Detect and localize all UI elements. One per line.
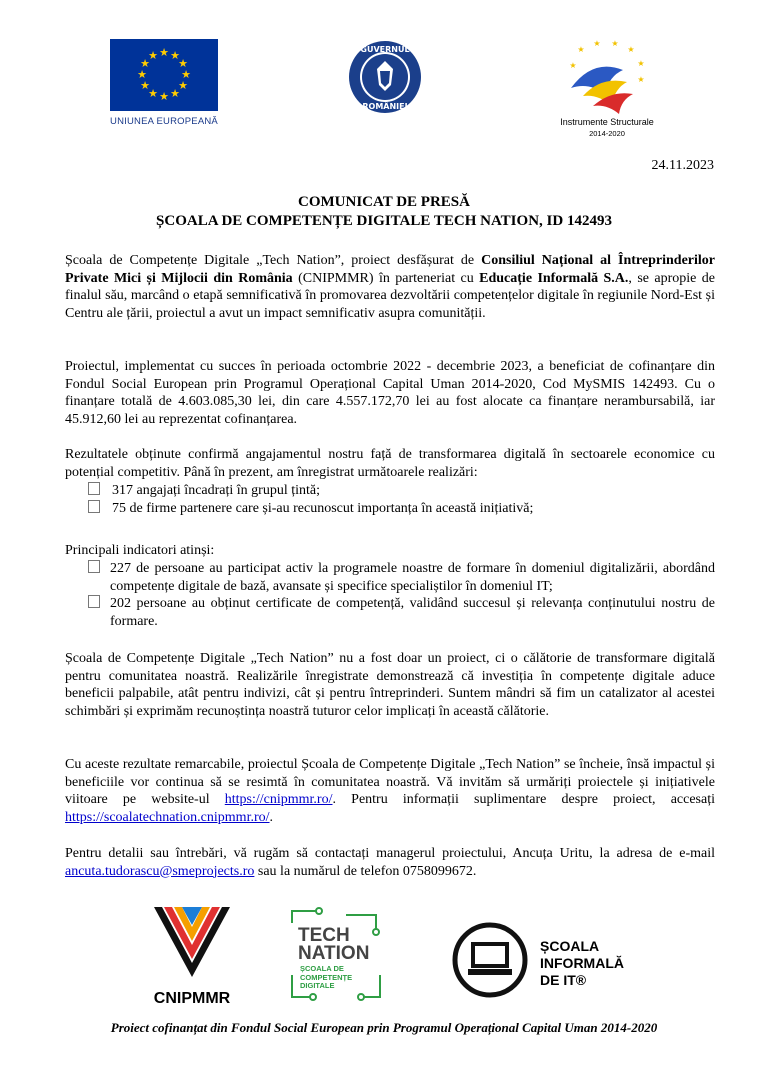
svg-text:★: ★ — [170, 87, 180, 100]
scoala-it-label — [540, 938, 624, 989]
government-seal-logo — [347, 39, 423, 115]
tech-nation-logo — [286, 905, 386, 1005]
structural-logo-line2: 2014-2020 — [589, 129, 625, 138]
eu-stars-icon — [110, 39, 218, 111]
svg-text:★: ★ — [627, 45, 635, 54]
intro-partner-name: Educație Informală S.A. — [479, 270, 629, 286]
list-item — [88, 482, 320, 500]
tech-nation-sub-3: DIGITALE — [300, 981, 335, 990]
contact-text-2: sau la numărul de telefon 0758099672. — [254, 863, 477, 879]
contact-paragraph — [65, 845, 715, 880]
indicator-item-2: 202 persoane au obținut certificate de competență, validând succesul și relevanța conținutului nostru de formare. — [110, 596, 715, 629]
contact-email-link[interactable]: ancuta.tudorascu@smeprojects.ro — [65, 863, 255, 879]
result-item-1: 317 angajați încadrați în grupul țintă; — [112, 483, 320, 498]
svg-text:★: ★ — [159, 90, 169, 103]
document-title: COMUNICAT DE PRESĂ — [298, 194, 470, 210]
scoala-it-line1: ȘCOALA — [540, 938, 600, 954]
indicators-heading: Principali indicatori atinși: — [65, 543, 215, 558]
funding-paragraph: Proiectul, implementat cu succes în perioada octombrie 2022 - decembrie 2023, a beneficiat de cofinanțare din Fondul Social European prin Programul Operațional Capital Uman 2014-2020, Cod MySMIS 142493. Cu o finanțare totală de 4.603.085,30 lei, din care 4.557.172,70 lei au fost alocate ca finanțare nerambursabilă, iar 45.912,60 lei au reprezentat cofinanțarea. — [65, 359, 715, 427]
indicator-item-1: 227 de persoane au participat activ la programele noastre de formare în domeniul digitalizării, abordând competențe digitale de bază, avansate și specifice specialiștilor în domeniul IT; — [110, 561, 715, 594]
svg-text:★: ★ — [140, 79, 150, 92]
svg-text:★: ★ — [170, 49, 180, 62]
scoala-it-line3: DE IT® — [540, 972, 587, 988]
svg-text:★: ★ — [140, 57, 150, 70]
scoala-it-logo-mark — [452, 922, 532, 998]
svg-text:★: ★ — [178, 79, 188, 92]
svg-text:★: ★ — [637, 75, 645, 84]
svg-text:★: ★ — [593, 39, 601, 48]
document-subtitle: ȘCOALA DE COMPETENȚE DIGITALE TECH NATION, ID 142493 — [156, 213, 612, 229]
list-item — [88, 500, 533, 518]
tech-nation-sub-2: COMPETENȚE — [300, 972, 353, 982]
eu-flag-logo — [110, 39, 218, 111]
tech-label: TECH — [298, 925, 350, 946]
intro-text-2: (CNIPMMR) în parteneriat cu — [292, 270, 480, 286]
laptop-icon — [473, 944, 507, 966]
structural-logo-line1: Instrumente Structurale — [560, 117, 654, 127]
svg-text:★: ★ — [637, 59, 645, 68]
svg-text:★: ★ — [148, 87, 158, 100]
gov-ring-text-bottom: ROMÂNIEI — [362, 102, 408, 111]
list-item — [88, 595, 112, 613]
tech-nation-sub-1: ȘCOALA DE — [300, 964, 344, 973]
scoala-it-line2: INFORMALĂ — [540, 955, 624, 971]
intro-text-3: , se apropie de finalul său, marcând o etapă semnificativă în promovarea dezvoltării competențelor digitale în regiunile Nord-Est și Centru ale țării, proiectul a avut un impact semnificativ asupra comunității. — [65, 270, 715, 321]
bullet-icon — [88, 595, 100, 608]
cnipmmr-label: CNIPMMR — [153, 990, 231, 1007]
closing-text-2: . Pentru informații suplimentare despre proiect, accesați — [332, 792, 715, 808]
svg-text:★: ★ — [577, 45, 585, 54]
results-paragraph: Rezultatele obținute confirmă angajamentul nostru față de transformarea digitală în sectoarele economice cu potențial competitiv. Până în prezent, am înregistrat următoarele realizări: — [65, 447, 715, 480]
svg-text:★: ★ — [611, 39, 619, 48]
eu-logo-label: UNIUNEA EUROPEANĂ — [110, 116, 218, 127]
nation-label: NATION — [298, 943, 370, 964]
svg-text:★: ★ — [159, 46, 169, 59]
svg-text:★: ★ — [181, 68, 191, 81]
document-date: 24.11.2023 — [651, 158, 714, 173]
closing-paragraph — [65, 756, 715, 826]
closing-text-3: . — [269, 809, 274, 825]
bullet-icon — [88, 500, 100, 513]
project-website-link[interactable]: https://scoalatechnation.cnipmmr.ro/ — [65, 809, 270, 825]
bullet-icon — [88, 560, 100, 573]
contact-text-1: Pentru detalii sau întrebări, vă rugăm să contactați managerul proiectului, Ancuța Uritu, la adresa de e-mail — [65, 846, 715, 861]
svg-text:★: ★ — [569, 61, 577, 70]
svg-text:★: ★ — [178, 57, 188, 70]
cnipmmr-website-link[interactable]: https://cnipmmr.ro/ — [224, 792, 333, 808]
svg-text:★: ★ — [137, 68, 147, 81]
intro-org-name: Consiliul Național al Întreprinderilor Private Mici și Mijlocii din România — [65, 253, 715, 286]
bullet-icon — [88, 482, 100, 495]
conclusion-paragraph: Școala de Competențe Digitale „Tech Nation” nu a fost doar un proiect, ci o călătorie de transformare digitală pentru comunitatea noastră. Realizările înregistrate demonstrează că investiția în competențe digitale aduce beneficii palpabile, atât pentru indivizi, cât și pentru întreprinderi. Suntem mândri să fim un catalizator al acestei schimbări și exprimăm recunoștința noastră tuturor celor implicați în această călătorie. — [65, 651, 715, 719]
list-item — [88, 560, 112, 578]
closing-text-1: Cu aceste rezultate remarcabile, proiectul Școala de Competențe Digitale „Tech Nation” se încheie, însă impactul și beneficiile vor continua să se resimtă în comunitatea noastră. Vă invităm să urmăriți proiectele și inițiativele viitoare pe website-ul — [65, 757, 715, 808]
svg-text:★: ★ — [148, 49, 158, 62]
result-item-2: 75 de firme partenere care și-au recunoscut importanța în această inițiativă; — [112, 501, 534, 516]
gov-ring-text-top: GUVERNUL — [360, 45, 410, 54]
funding-footer: Proiect cofinanțat din Fondul Social European prin Programul Operațional Capital Uman 2014-2020 — [110, 1020, 658, 1035]
intro-text-1: Școala de Competențe Digitale „Tech Nation”, proiect desfășurat de — [65, 253, 482, 268]
cnipmmr-logo — [152, 905, 232, 1005]
intro-paragraph — [65, 252, 715, 322]
